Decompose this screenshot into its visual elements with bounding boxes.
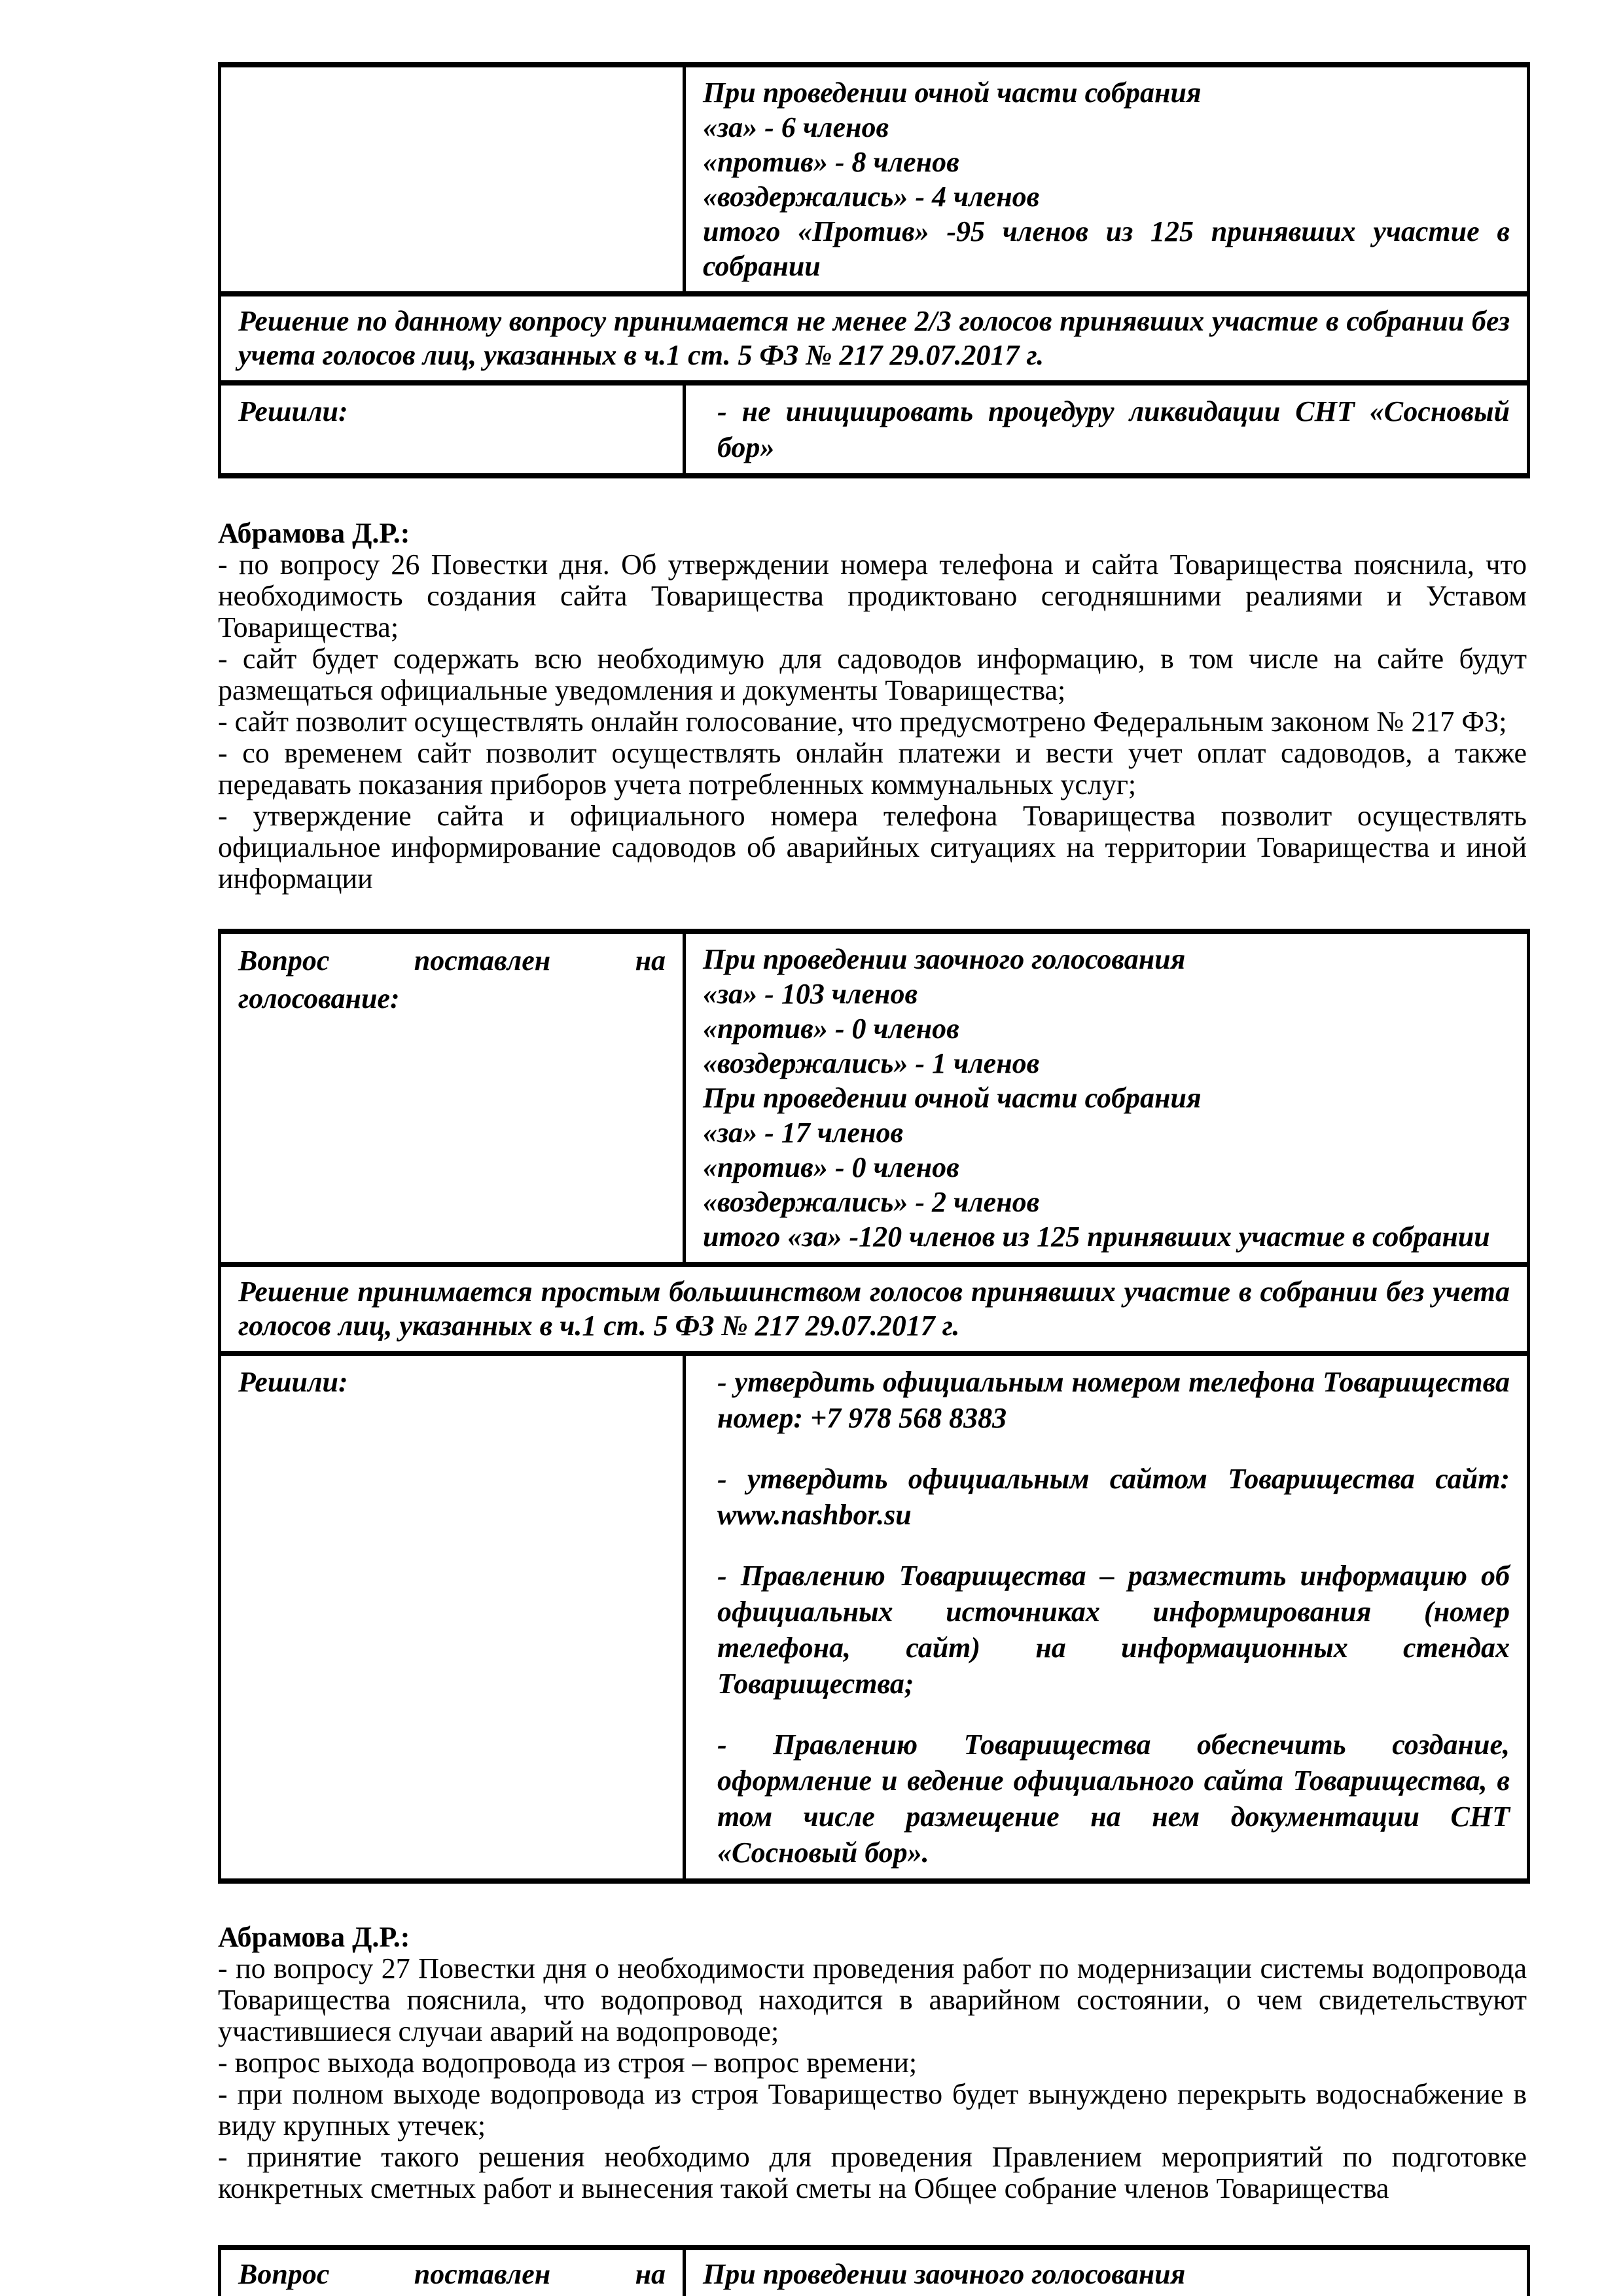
page-content [218, 62, 1527, 2296]
decision-item: - Правлению Товарищества обеспечить создание, оформление и ведение официального сайта Товарищества, в том числе размещение на нем документации СНТ «Сосновый бор». [717, 1729, 1510, 1869]
speaker-name: Абрамова Д.Р.: [218, 1921, 410, 1953]
question-label: Вопрос поставлен на голосование: [238, 944, 666, 1014]
vote-result-line: итого «Против» -95 членов из 125 принявших участие в собрании [703, 215, 1510, 282]
decision-items-cell [685, 383, 1529, 476]
speech-point: - сайт позволит осуществлять онлайн голосование, что предусмотрено Федеральным законом № 217 ФЗ; [218, 706, 1507, 738]
speaker-name: Абрамова Д.Р.: [218, 517, 410, 549]
decision-items-cell [685, 1354, 1529, 1881]
decision-rule-text: Решение принимается простым большинством голосов принявших участие в собрании без учета голосов лиц, указанных в ч.1 ст. 5 ФЗ № 217 29.07.2017 г. [238, 1276, 1510, 1342]
vote-result-line: «за» - 103 членов [703, 978, 918, 1010]
speech-point: - сайт будет содержать всю необходимую для садоводов информацию, в том числе на сайте будут размещаться официальные уведомления и документы Товарищества; [218, 643, 1527, 706]
table-row [220, 294, 1529, 383]
vote-result-line: При проведении заочного голосования [703, 943, 1186, 975]
table-row [220, 931, 1529, 1265]
vote-results-table-2 [218, 929, 1530, 1884]
table-row [220, 2248, 1529, 2296]
vote-result-line: «за» - 6 членов [703, 111, 889, 143]
vote-result-line: «против» - 0 членов [703, 1151, 959, 1183]
table-2-wrapper [218, 929, 1527, 1884]
speech-point: - по вопросу 26 Повестки дня. Об утверждении номера телефона и сайта Товарищества пояснила, что необходимость создания сайта Товарищества продиктовано сегодняшними реалиями и Уставом Товарищества; [218, 548, 1527, 643]
decision-item: - Правлению Товарищества – разместить информацию об официальных источниках информирования (номер телефона, сайт) на информационных стендах Товарищества; [717, 1560, 1510, 1700]
vote-result-line: «воздержались» - 1 членов [703, 1047, 1040, 1079]
table-row [220, 1265, 1529, 1354]
vote-result-line: При проведении очной части собрания [703, 77, 1202, 109]
speech-point: - принятие такого решения необходимо для проведения Правлением мероприятий по подготовке конкретных сметных работ и вынесения такой сметы на Общее собрание членов Товарищества [218, 2141, 1527, 2204]
decision-label: Решили: [238, 1366, 348, 1398]
table-3-wrapper [218, 2245, 1527, 2296]
decision-item: - не инициировать процедуру ликвидации СНТ «Сосновый бор» [717, 395, 1510, 463]
vote-results-table-1 [218, 62, 1530, 478]
speech-point: - при полном выходе водопровода из строя Товарищество будет вынуждено перекрыть водоснабжение в виду крупных утечек; [218, 2078, 1527, 2142]
decision-label-cell [220, 383, 685, 476]
empty-cell [220, 65, 685, 294]
vote-results-table-3 [218, 2245, 1530, 2296]
rule-row-cell [220, 294, 1529, 383]
table-row [220, 1354, 1529, 1881]
vote-result-line: «против» - 8 членов [703, 146, 959, 178]
speech-point: - утверждение сайта и официального номера телефона Товарищества позволит осуществлять официальное информирование садоводов об аварийных ситуациях на территории Товарищества и иной информации [218, 800, 1527, 895]
vote-result-line: При проведении очной части собрания [703, 1082, 1202, 1114]
speech-point: - со временем сайт позволит осуществлять онлайн платежи и вести учет оплат садоводов, а также передавать показания приборов учета потребленных коммунальных услуг; [218, 737, 1527, 800]
vote-results-cell [685, 2248, 1529, 2296]
vote-results-cell [685, 65, 1529, 294]
question-cell [220, 2248, 685, 2296]
vote-result-line: «против» - 0 членов [703, 1013, 959, 1045]
vote-result-line: При проведении заочного голосования [703, 2258, 1186, 2290]
speech-point: - по вопросу 27 Повестки дня о необходимости проведения работ по модернизации системы водопровода Товарищества пояснила, что водопровод находится в аварийном состоянии, о чем свидетельствуют участившиеся случаи аварий на водопроводе; [218, 1952, 1527, 2047]
vote-result-line: «воздержались» - 2 членов [703, 1186, 1040, 1218]
vote-result-line: «за» - 17 членов [703, 1117, 904, 1149]
decision-label: Решили: [238, 395, 348, 427]
vote-result-line: итого «за» -120 членов из 125 принявших участие в собрании [703, 1221, 1490, 1253]
decision-rule-text: Решение по данному вопросу принимается не менее 2/3 голосов принявших участие в собрании без учета голосов лиц, указанных в ч.1 ст. 5 ФЗ № 217 29.07.2017 г. [238, 305, 1510, 371]
table-row [220, 65, 1529, 294]
speech-block-question-27 [218, 1922, 1527, 2204]
question-label: Вопрос поставлен на [238, 2258, 666, 2290]
decision-items [703, 1364, 1510, 1871]
decision-item: - утвердить официальным номером телефона Товарищества номер: +7 978 568 8383 [717, 1366, 1510, 1434]
speech-point: - вопрос выхода водопровода из строя – вопрос времени; [218, 2047, 918, 2079]
rule-row-cell [220, 1265, 1529, 1354]
decision-label-cell [220, 1354, 685, 1881]
speech-block-question-26 [218, 518, 1527, 895]
vote-results-cell [685, 931, 1529, 1265]
question-cell [220, 931, 685, 1265]
decision-items [703, 393, 1510, 465]
decision-item: - утвердить официальным сайтом Товарищества сайт: www.nashbor.su [717, 1463, 1510, 1531]
table-row [220, 383, 1529, 476]
vote-result-line: «воздержались» - 4 членов [703, 181, 1040, 213]
